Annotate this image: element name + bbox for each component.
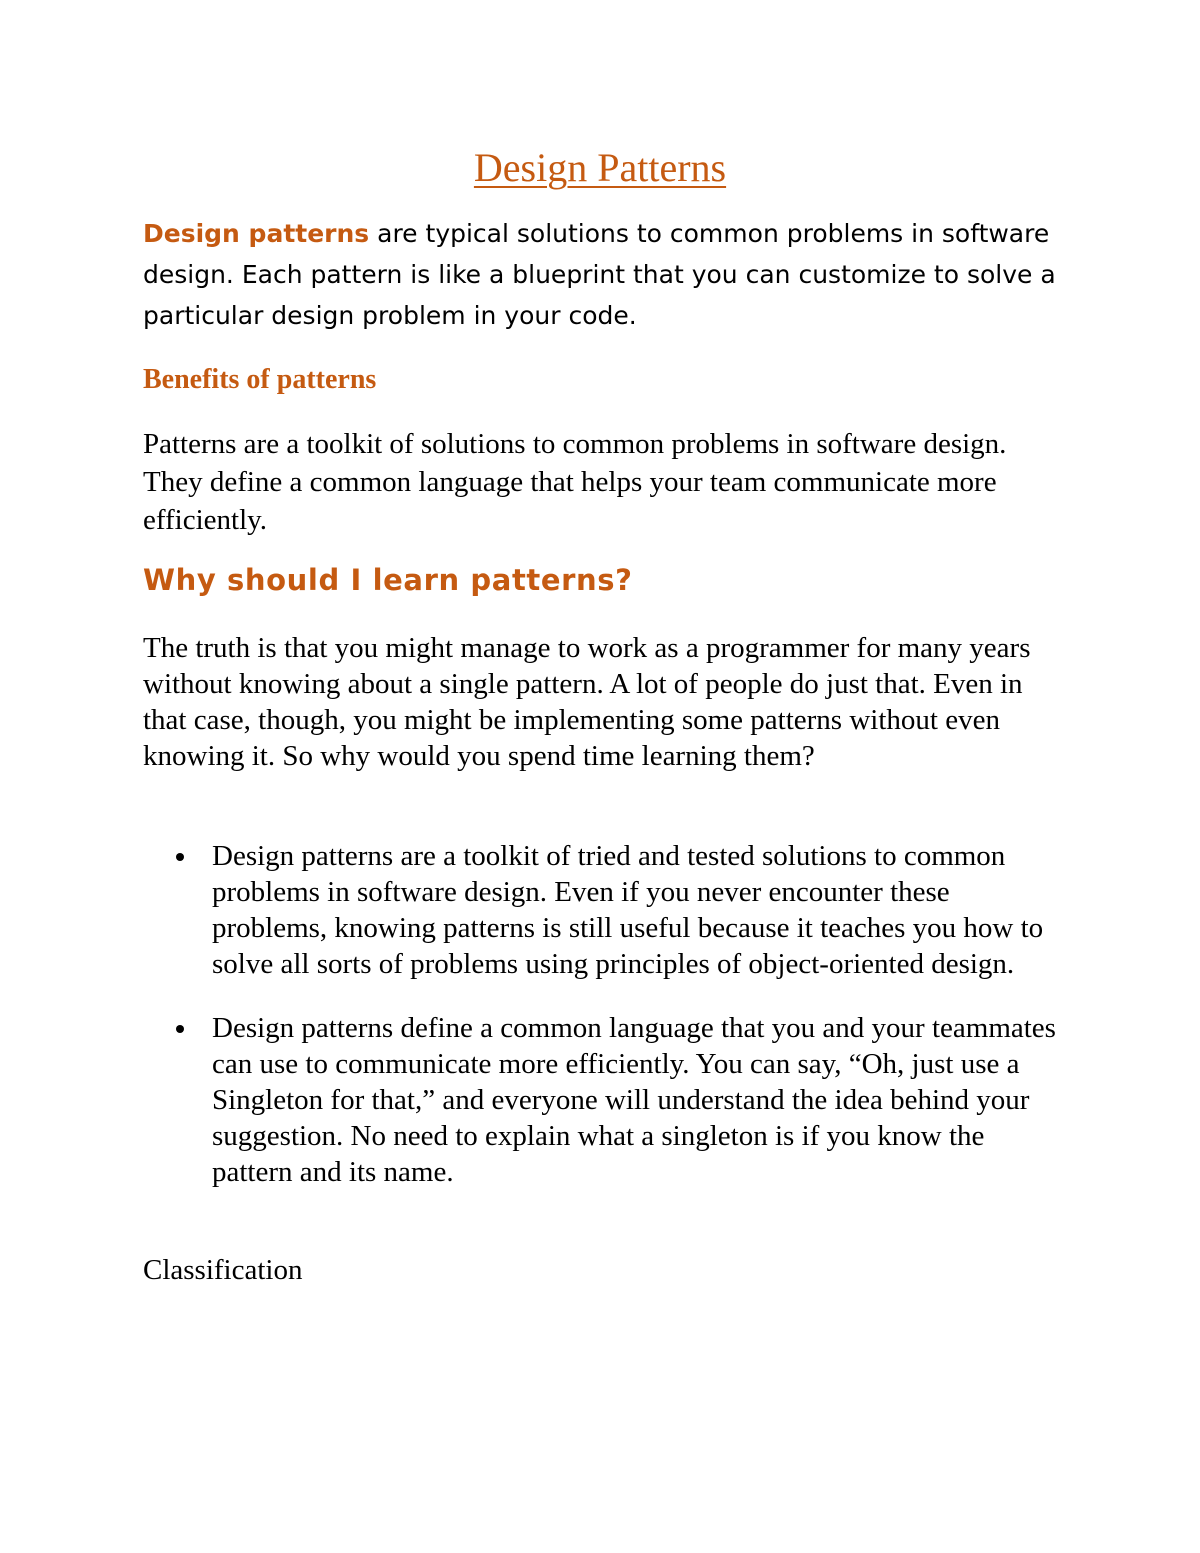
classification-heading: Classification [143,1254,303,1286]
list-item [143,838,1063,982]
benefits-heading: Benefits of patterns [143,364,377,395]
list-item [143,1010,1063,1190]
benefits-paragraph: Patterns are a toolkit of solutions to common problems in software design. They define a common language that helps your team communicate more efficiently. [143,428,1007,536]
intro-text: are typical solutions to common problems in software design. Each pattern is like a blueprint that you can customize to solve a particular design problem in your code. [143,219,1056,330]
why-heading: Why should I learn patterns? [143,563,633,597]
document-title: Design Patterns [473,145,727,190]
bullet-icon [176,1025,184,1033]
bullet-text: Design patterns define a common language that you and your teammates can use to communicate more efficiently. You can say, “Oh, just use a Singleton for that,” and everyone will understand the idea behind your suggestion. No need to explain what a singleton is if you know the pattern and its name. [212,1012,1056,1188]
why-paragraph: The truth is that you might manage to work as a programmer for many years without knowing about a single pattern. A lot of people do just that. Even in that case, though, you might be implementing some patterns without even knowing it. So why would you spend time learning them? [143,632,1031,772]
bullet-text: Design patterns are a toolkit of tried and tested solutions to common problems in software design. Even if you never encounter these problems, knowing patterns is still useful because it teaches you how to solve all sorts of problems using principles of object-oriented design. [212,840,1044,980]
bullet-icon [176,853,184,861]
intro-lead-term: Design patterns [143,219,370,248]
intro-paragraph [143,213,1063,336]
why-bullet-list [143,838,1063,1218]
